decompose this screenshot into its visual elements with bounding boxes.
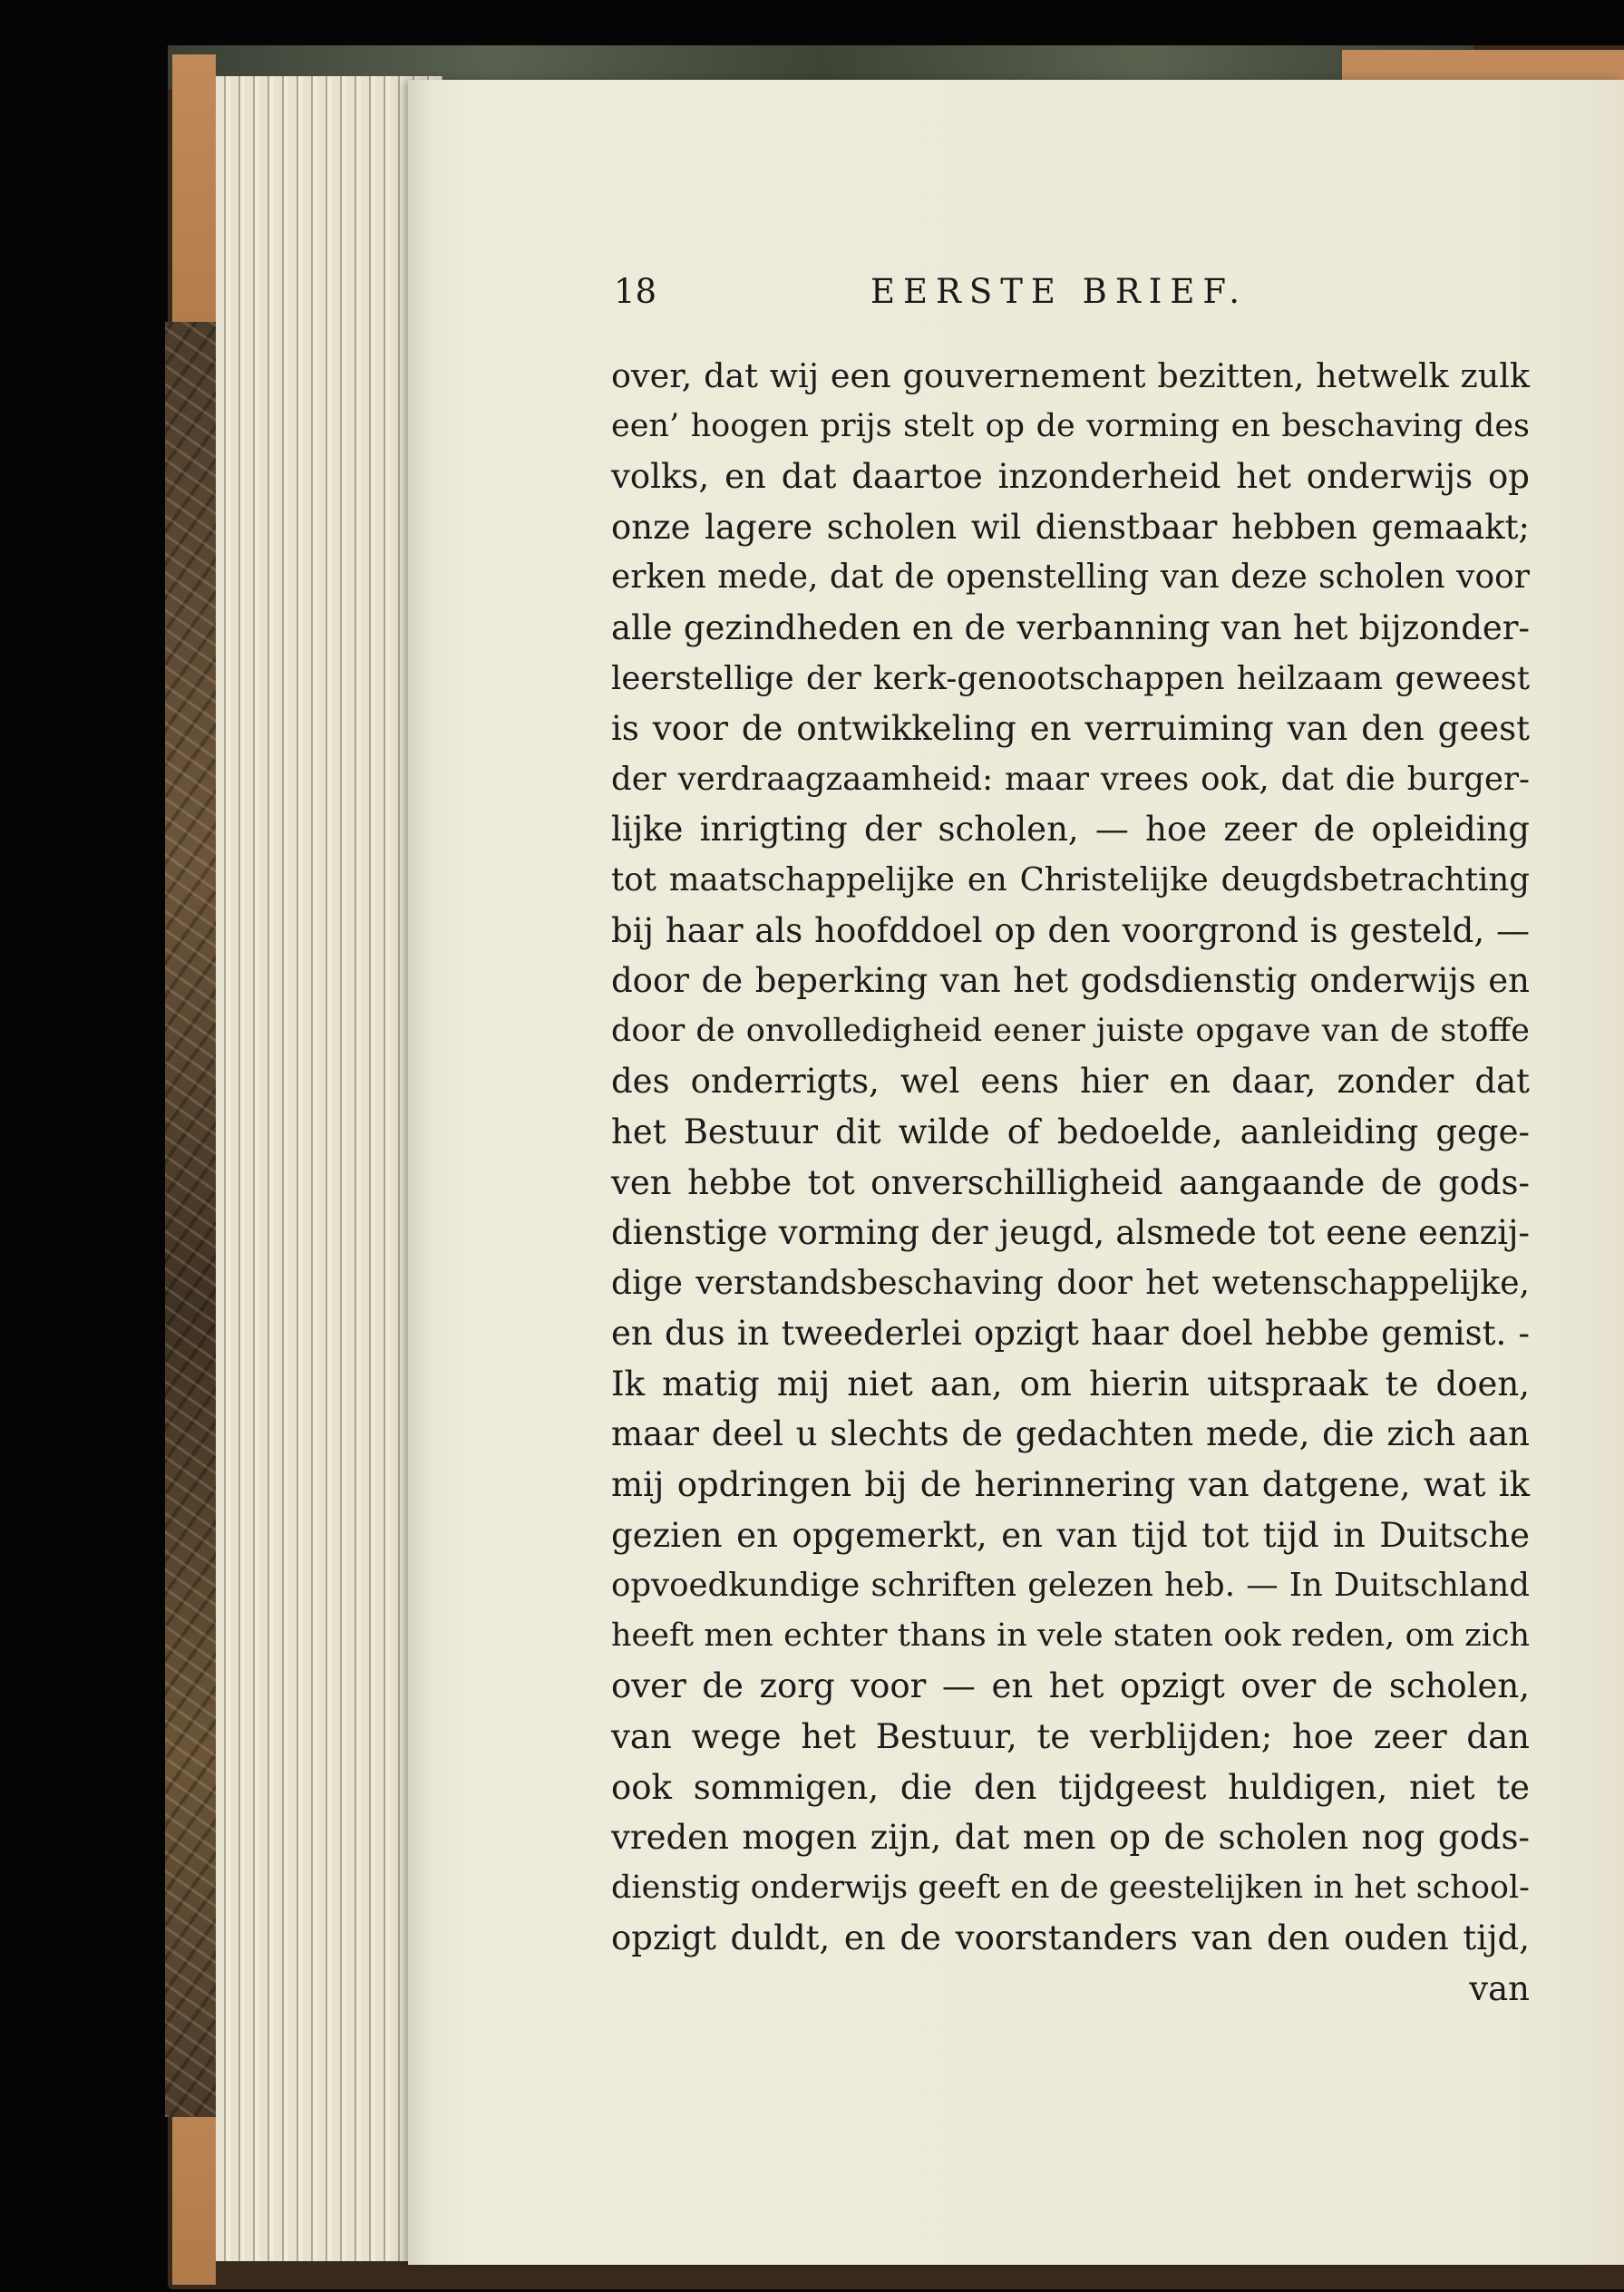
text-line: is voor de ontwikkeling en verruiming van den geest bbox=[611, 709, 1530, 749]
text-line: dienstige vorming der jeugd, alsmede tot eene eenzij- bbox=[611, 1213, 1530, 1253]
running-title: EERSTE BRIEF. bbox=[870, 272, 1249, 311]
text-line: Ik matig mij niet aan, om hierin uitspraak te doen, bbox=[611, 1364, 1530, 1403]
text-line: lijke inrigting der scholen, — hoe zeer de opleiding bbox=[611, 810, 1530, 850]
marbled-board bbox=[165, 322, 219, 2117]
text-line: bij haar als hoofddoel op den voorgrond is gesteld, — bbox=[611, 910, 1530, 950]
text-line: heeft men echter thans in vele staten ook reden, om zich bbox=[611, 1617, 1530, 1654]
text-line: van wege het Bestuur, te verblijden; hoe zeer dan bbox=[611, 1717, 1530, 1757]
text-line: erken mede, dat de openstelling van deze scholen voor bbox=[611, 558, 1530, 597]
text-line: dienstig onderwijs geeft en de geestelijken in het school- bbox=[611, 1869, 1530, 1906]
text-line: dige verstandsbeschaving door het wetenschappelijke, bbox=[611, 1264, 1530, 1302]
text-line: gezien en opgemerkt, en van tijd tot tijd in Duitsche bbox=[611, 1515, 1530, 1555]
text-line: opvoedkundige schriften gelezen heb. — In Duitschland bbox=[611, 1567, 1530, 1605]
text-line: onze lagere scholen wil dienstbaar hebben gemaakt; bbox=[611, 507, 1530, 547]
text-line: maar deel u slechts de gedachten mede, die zich aan bbox=[611, 1414, 1530, 1454]
text-line: vreden mogen zijn, dat men op de scholen nog gods- bbox=[611, 1818, 1530, 1858]
text-line: over, dat wij een gouvernement bezitten, hetwelk zulk bbox=[611, 356, 1530, 395]
text-line: door de onvolledigheid eener juiste opgave van de stoffe bbox=[611, 1012, 1530, 1049]
text-line: opzigt duldt, en de voorstanders van den ouden tijd, bbox=[611, 1918, 1530, 1958]
text-line: leerstellige der kerk-genootschappen heilzaam geweest bbox=[611, 659, 1530, 697]
body-text bbox=[611, 351, 1530, 2015]
page-number: 18 bbox=[614, 272, 657, 311]
text-line: tot maatschappelijke en Christelijke deugdsbetrachting bbox=[611, 860, 1530, 898]
text-line: alle gezindheden en de verbanning van het bijzonder- bbox=[611, 607, 1530, 647]
text-line: ven hebbe tot onverschilligheid aangaande de gods- bbox=[611, 1162, 1530, 1202]
page-header bbox=[614, 272, 1521, 326]
text-line: over de zorg voor — en het opzigt over de scholen, bbox=[611, 1666, 1530, 1706]
text-line: ook sommigen, die den tijdgeest huldigen, niet te bbox=[611, 1767, 1530, 1807]
text-line: het Bestuur dit wilde of bedoelde, aanleiding gege- bbox=[611, 1112, 1530, 1151]
catchword: van bbox=[1469, 1969, 1530, 2008]
text-line: door de beperking van het godsdienstig onderwijs en bbox=[611, 961, 1530, 1001]
text-line: des onderrigts, wel eens hier en daar, zonder dat bbox=[611, 1062, 1530, 1102]
text-line: der verdraagzaamheid: maar vrees ook, dat die burger- bbox=[611, 760, 1530, 798]
text-line: mij opdringen bij de herinnering van datgene, wat ik bbox=[611, 1465, 1530, 1505]
text-line: volks, en dat daartoe inzonderheid het onderwijs op bbox=[611, 457, 1530, 497]
text-line: en dus in tweederlei opzigt haar doel hebbe gemist. - bbox=[611, 1314, 1530, 1354]
text-line: een’ hoogen prijs stelt op de vorming en beschaving des bbox=[611, 407, 1530, 444]
